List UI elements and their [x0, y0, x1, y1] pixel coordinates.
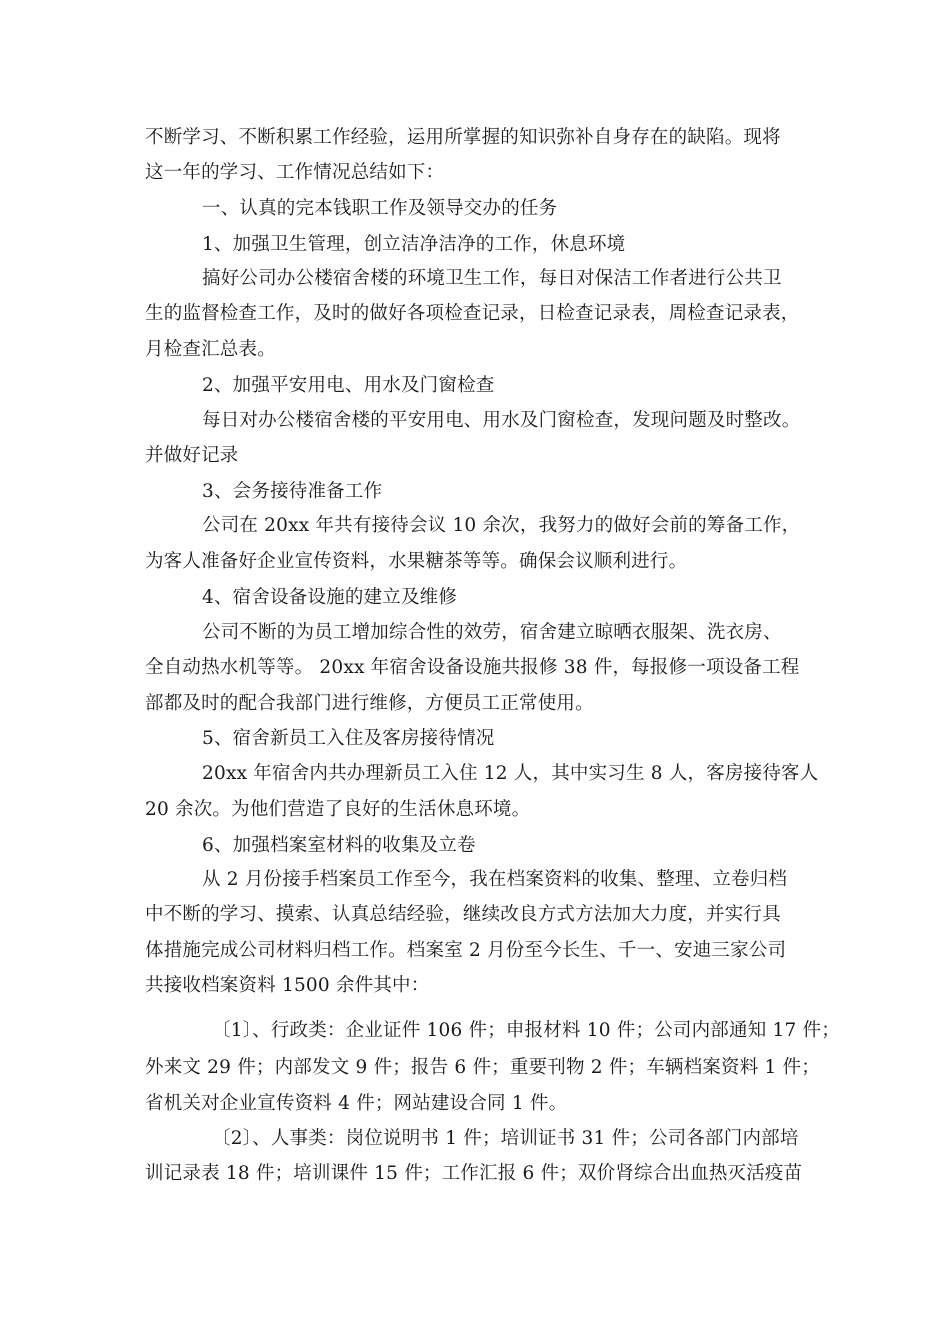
paragraph-line: 省机关对企业宣传资料 4 件；网站建设合同 1 件。: [145, 1093, 568, 1114]
paragraph-line: 20xx 年宿舍内共办理新员工入住 12 人，其中实习生 8 人，客房接待客人: [202, 763, 819, 784]
subsection-heading: 4、宿舍设备设施的建立及维修: [202, 587, 458, 608]
paragraph-line: 为客人准备好企业宣传资料，水果糖茶等等。确保会议顺利进行。: [145, 551, 688, 572]
paragraph-line: 部都及时的配合我部门进行维修，方便员工正常使用。: [145, 693, 594, 714]
subsection-heading: 3、会务接待准备工作: [202, 481, 383, 502]
list-item: 〔1〕、行政类：企业证件 106 件；申报材料 10 件；公司内部通知 17 件；: [212, 1020, 840, 1041]
paragraph-line: 共接收档案资料 1500 余件其中：: [145, 975, 430, 996]
subsection-heading: 6、加强档案室材料的收集及立卷: [202, 835, 476, 856]
paragraph-line: 每日对办公楼宿舍楼的平安用电、用水及门窗检查，发现问题及时整改。: [202, 410, 801, 431]
subsection-heading: 2、加强平安用电、用水及门窗检查: [202, 375, 495, 396]
paragraph-line: 这一年的学习、工作情况总结如下：: [145, 162, 445, 183]
paragraph-line: 中不断的学习、摸索、认真总结经验，继续改良方式方法加大力度，并实行具: [145, 904, 781, 925]
paragraph-line: 月检查汇总表。: [145, 339, 276, 360]
paragraph-line: 生的监督检查工作，及时的做好各项检查记录，日检查记录表，周检查记录表，: [145, 303, 800, 324]
section-heading: 一、认真的完本钱职工作及领导交办的任务: [202, 198, 558, 219]
paragraph-line: 并做好记录: [145, 445, 239, 466]
paragraph-line: 外来文 29 件；内部发文 9 件；报告 6 件；重要刊物 2 件；车辆档案资料 1 件；: [145, 1057, 820, 1078]
paragraph-line: 全自动热水机等等。 20xx 年宿舍设备设施共报修 38 件，每报修一项设备工程: [145, 657, 800, 678]
paragraph-line: 从 2 月份接手档案员工作至今，我在档案资料的收集、整理、立卷归档: [202, 869, 788, 890]
paragraph-line: 搞好公司办公楼宿舍楼的环境卫生工作，每日对保洁工作者进行公共卫: [202, 268, 782, 289]
subsection-heading: 1、加强卫生管理，创立洁净洁净的工作，休息环境: [202, 234, 626, 255]
paragraph-line: 公司不断的为员工增加综合性的效劳，宿舍建立晾晒衣服架、洗衣房、: [202, 622, 782, 643]
paragraph-line: 训记录表 18 件；培训课件 15 件；工作汇报 6 件；双价肾综合出血热灭活疫苗: [145, 1163, 803, 1184]
paragraph-line: 20 余次。为他们营造了良好的生活休息环境。: [145, 799, 531, 820]
paragraph-line: 不断学习、不断积累工作经验，运用所掌握的知识弥补自身存在的缺陷。现将: [145, 127, 781, 148]
list-item: 〔2〕、人事类：岗位说明书 1 件；培训证书 31 件；公司各部门内部培: [212, 1128, 799, 1149]
paragraph-line: 体措施完成公司材料归档工作。档案室 2 月份至今长生、千一、安迪三家公司: [145, 940, 787, 961]
paragraph-line: 公司在 20xx 年共有接待会议 10 余次，我努力的做好会前的筹备工作，: [202, 515, 801, 536]
subsection-heading: 5、宿舍新员工入住及客房接待情况: [202, 728, 495, 749]
